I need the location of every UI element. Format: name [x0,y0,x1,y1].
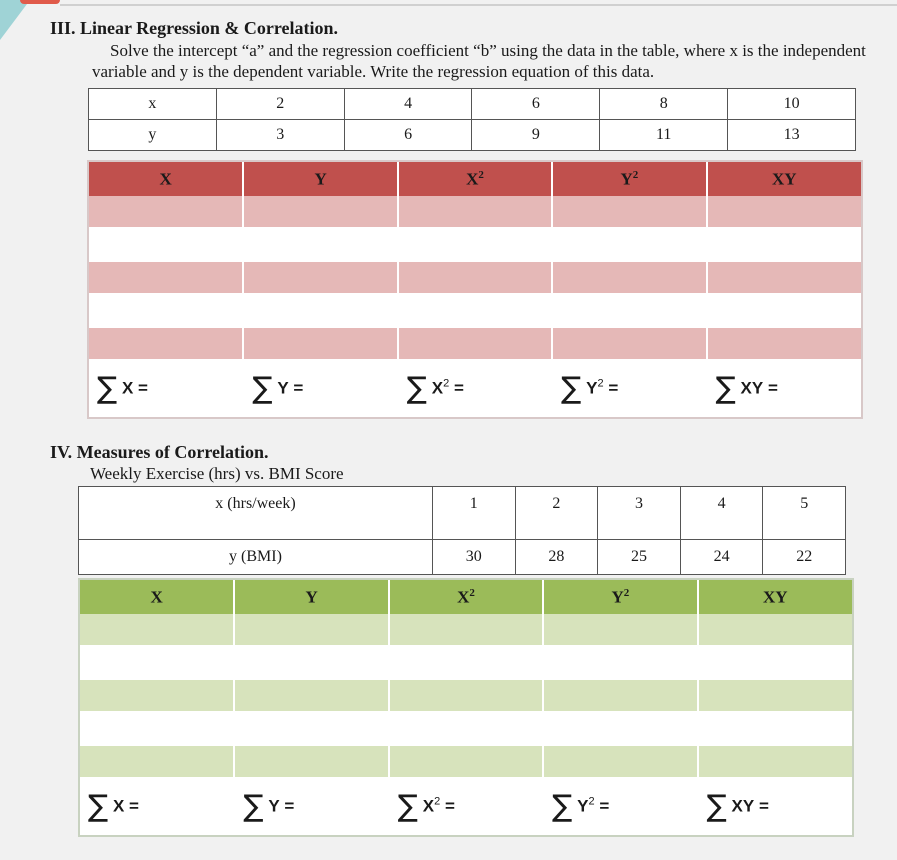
work-blank-row [89,327,861,360]
sigma-icon: ∑ [97,370,118,406]
correlation-data-table [78,486,846,575]
correlation-work-table [78,578,854,837]
regression-data-table [88,88,856,151]
blank-cell[interactable] [234,712,388,745]
section-3-heading: III. Linear Regression & Correlation. [50,18,338,38]
blank-cell[interactable] [80,679,234,712]
blank-cell[interactable] [707,228,861,261]
header-y-squared: $Y^2$ [552,162,706,196]
blank-cell[interactable] [389,745,543,778]
blank-cell[interactable] [89,196,243,228]
blank-cell[interactable] [707,261,861,294]
work-blank-row [89,294,861,327]
x-value-cell: 4 [680,487,763,540]
blank-cell[interactable] [80,646,234,679]
y-value-cell: 3 [216,120,344,151]
blank-cell[interactable] [698,712,852,745]
blank-cell[interactable] [552,294,706,327]
y-value-cell: 30 [433,540,516,575]
y-value-cell: 24 [680,540,763,575]
x-value-cell: 4 [344,89,472,120]
x-value-cell: 8 [600,89,728,120]
regression-work-table [87,160,863,419]
blank-cell[interactable] [89,294,243,327]
sigma-icon: ∑ [88,788,109,824]
corner-triangle [0,0,30,40]
x-row [89,89,856,120]
sigma-icon: ∑ [243,788,264,824]
x-value-cell: 5 [763,487,846,540]
blank-cell[interactable] [552,261,706,294]
y-row [89,120,856,151]
sum-y-cell[interactable]: ∑ Y = [243,360,397,416]
sigma-icon: ∑ [715,370,736,406]
blank-cell[interactable] [552,228,706,261]
blank-cell[interactable] [389,614,543,646]
sigma-icon: ∑ [552,788,573,824]
top-rule [60,4,897,6]
header-y-squared: $Y^2$ [543,580,697,614]
blank-cell[interactable] [543,712,697,745]
blank-cell[interactable] [398,196,552,228]
sum-x-cell[interactable]: ∑ X = [89,360,243,416]
work-blank-row [80,745,852,778]
section-3-instructions: Solve the intercept “a” and the regression coefficient “b” using the data in the table, where x is the independent variable and y is the dependent variable. Write the regression equation of this data. [92,41,866,81]
x-label-cell: x (hrs/week) [79,487,433,540]
blank-cell[interactable] [243,261,397,294]
header-x: X [89,162,243,196]
sum-x-cell[interactable]: ∑ X = [80,778,234,834]
y-label-cell: y (BMI) [79,540,433,575]
x-value-cell: 2 [515,487,598,540]
work-blank-row [80,679,852,712]
y-value-cell: 22 [763,540,846,575]
work-sum-row [89,360,861,416]
sigma-icon: ∑ [252,370,273,406]
blank-cell[interactable] [80,712,234,745]
x-value-cell: 6 [472,89,600,120]
section-4-subtitle: Weekly Exercise (hrs) vs. BMI Score [90,464,344,483]
sum-y-cell[interactable]: ∑ Y = [234,778,388,834]
blank-cell[interactable] [698,745,852,778]
blank-cell[interactable] [243,327,397,360]
sum-y-squared-cell[interactable]: ∑ $Y^2$ = [543,778,697,834]
header-xy: XY [698,580,852,614]
blank-cell[interactable] [543,646,697,679]
blank-cell[interactable] [89,261,243,294]
header-y: Y [234,580,388,614]
header-x: X [80,580,234,614]
sigma-icon: ∑ [561,370,582,406]
y-value-cell: 25 [598,540,681,575]
blank-cell[interactable] [389,679,543,712]
blank-cell[interactable] [543,614,697,646]
blank-cell[interactable] [698,679,852,712]
header-xy: XY [707,162,861,196]
blank-cell[interactable] [398,294,552,327]
sigma-icon: ∑ [397,788,418,824]
sum-xy-cell[interactable]: ∑ XY = [698,778,852,834]
y-value-cell: 9 [472,120,600,151]
blank-cell[interactable] [389,646,543,679]
x-row [79,487,846,540]
blank-cell[interactable] [234,646,388,679]
blank-cell[interactable] [552,196,706,228]
blank-cell[interactable] [698,614,852,646]
blank-cell[interactable] [707,196,861,228]
x-value-cell: 2 [216,89,344,120]
blank-cell[interactable] [234,745,388,778]
y-value-cell: 28 [515,540,598,575]
y-value-cell: 11 [600,120,728,151]
sum-y-squared-cell[interactable]: ∑ $Y^2$ = [552,360,706,416]
work-blank-row [80,646,852,679]
x-value-cell: 3 [598,487,681,540]
sum-x-squared-cell[interactable]: ∑ $X^2$ = [398,360,552,416]
work-blank-row [80,712,852,745]
blank-cell[interactable] [543,679,697,712]
header-y: Y [243,162,397,196]
work-header-row [89,162,861,196]
blank-cell[interactable] [80,614,234,646]
sigma-icon: ∑ [406,370,427,406]
blank-cell[interactable] [398,228,552,261]
blank-cell[interactable] [398,261,552,294]
x-value-cell: 1 [433,487,516,540]
x-label-cell: x [89,89,217,120]
sigma-icon: ∑ [706,788,727,824]
header-x-squared: $X^2$ [389,580,543,614]
blank-cell[interactable] [89,228,243,261]
sum-x-squared-cell[interactable]: ∑ $X^2$ = [389,778,543,834]
y-value-cell: 13 [728,120,856,151]
work-header-row [80,580,852,614]
blank-cell[interactable] [243,196,397,228]
work-blank-row [89,228,861,261]
y-label-cell: y [89,120,217,151]
blank-cell[interactable] [543,745,697,778]
corner-strip [20,0,60,4]
header-x-squared: $X^2$ [398,162,552,196]
blank-cell[interactable] [243,228,397,261]
sum-xy-cell[interactable]: ∑ XY = [707,360,861,416]
blank-cell[interactable] [234,614,388,646]
blank-cell[interactable] [389,712,543,745]
work-blank-row [89,261,861,294]
blank-cell[interactable] [398,327,552,360]
blank-cell[interactable] [552,327,706,360]
y-value-cell: 6 [344,120,472,151]
blank-cell[interactable] [243,294,397,327]
blank-cell[interactable] [698,646,852,679]
blank-cell[interactable] [707,294,861,327]
x-value-cell: 10 [728,89,856,120]
section-4-heading: IV. Measures of Correlation. [50,442,269,462]
blank-cell[interactable] [707,327,861,360]
blank-cell[interactable] [89,327,243,360]
blank-cell[interactable] [234,679,388,712]
work-blank-row [80,614,852,646]
work-sum-row [80,778,852,834]
work-blank-row [89,196,861,228]
y-row [79,540,846,575]
blank-cell[interactable] [80,745,234,778]
